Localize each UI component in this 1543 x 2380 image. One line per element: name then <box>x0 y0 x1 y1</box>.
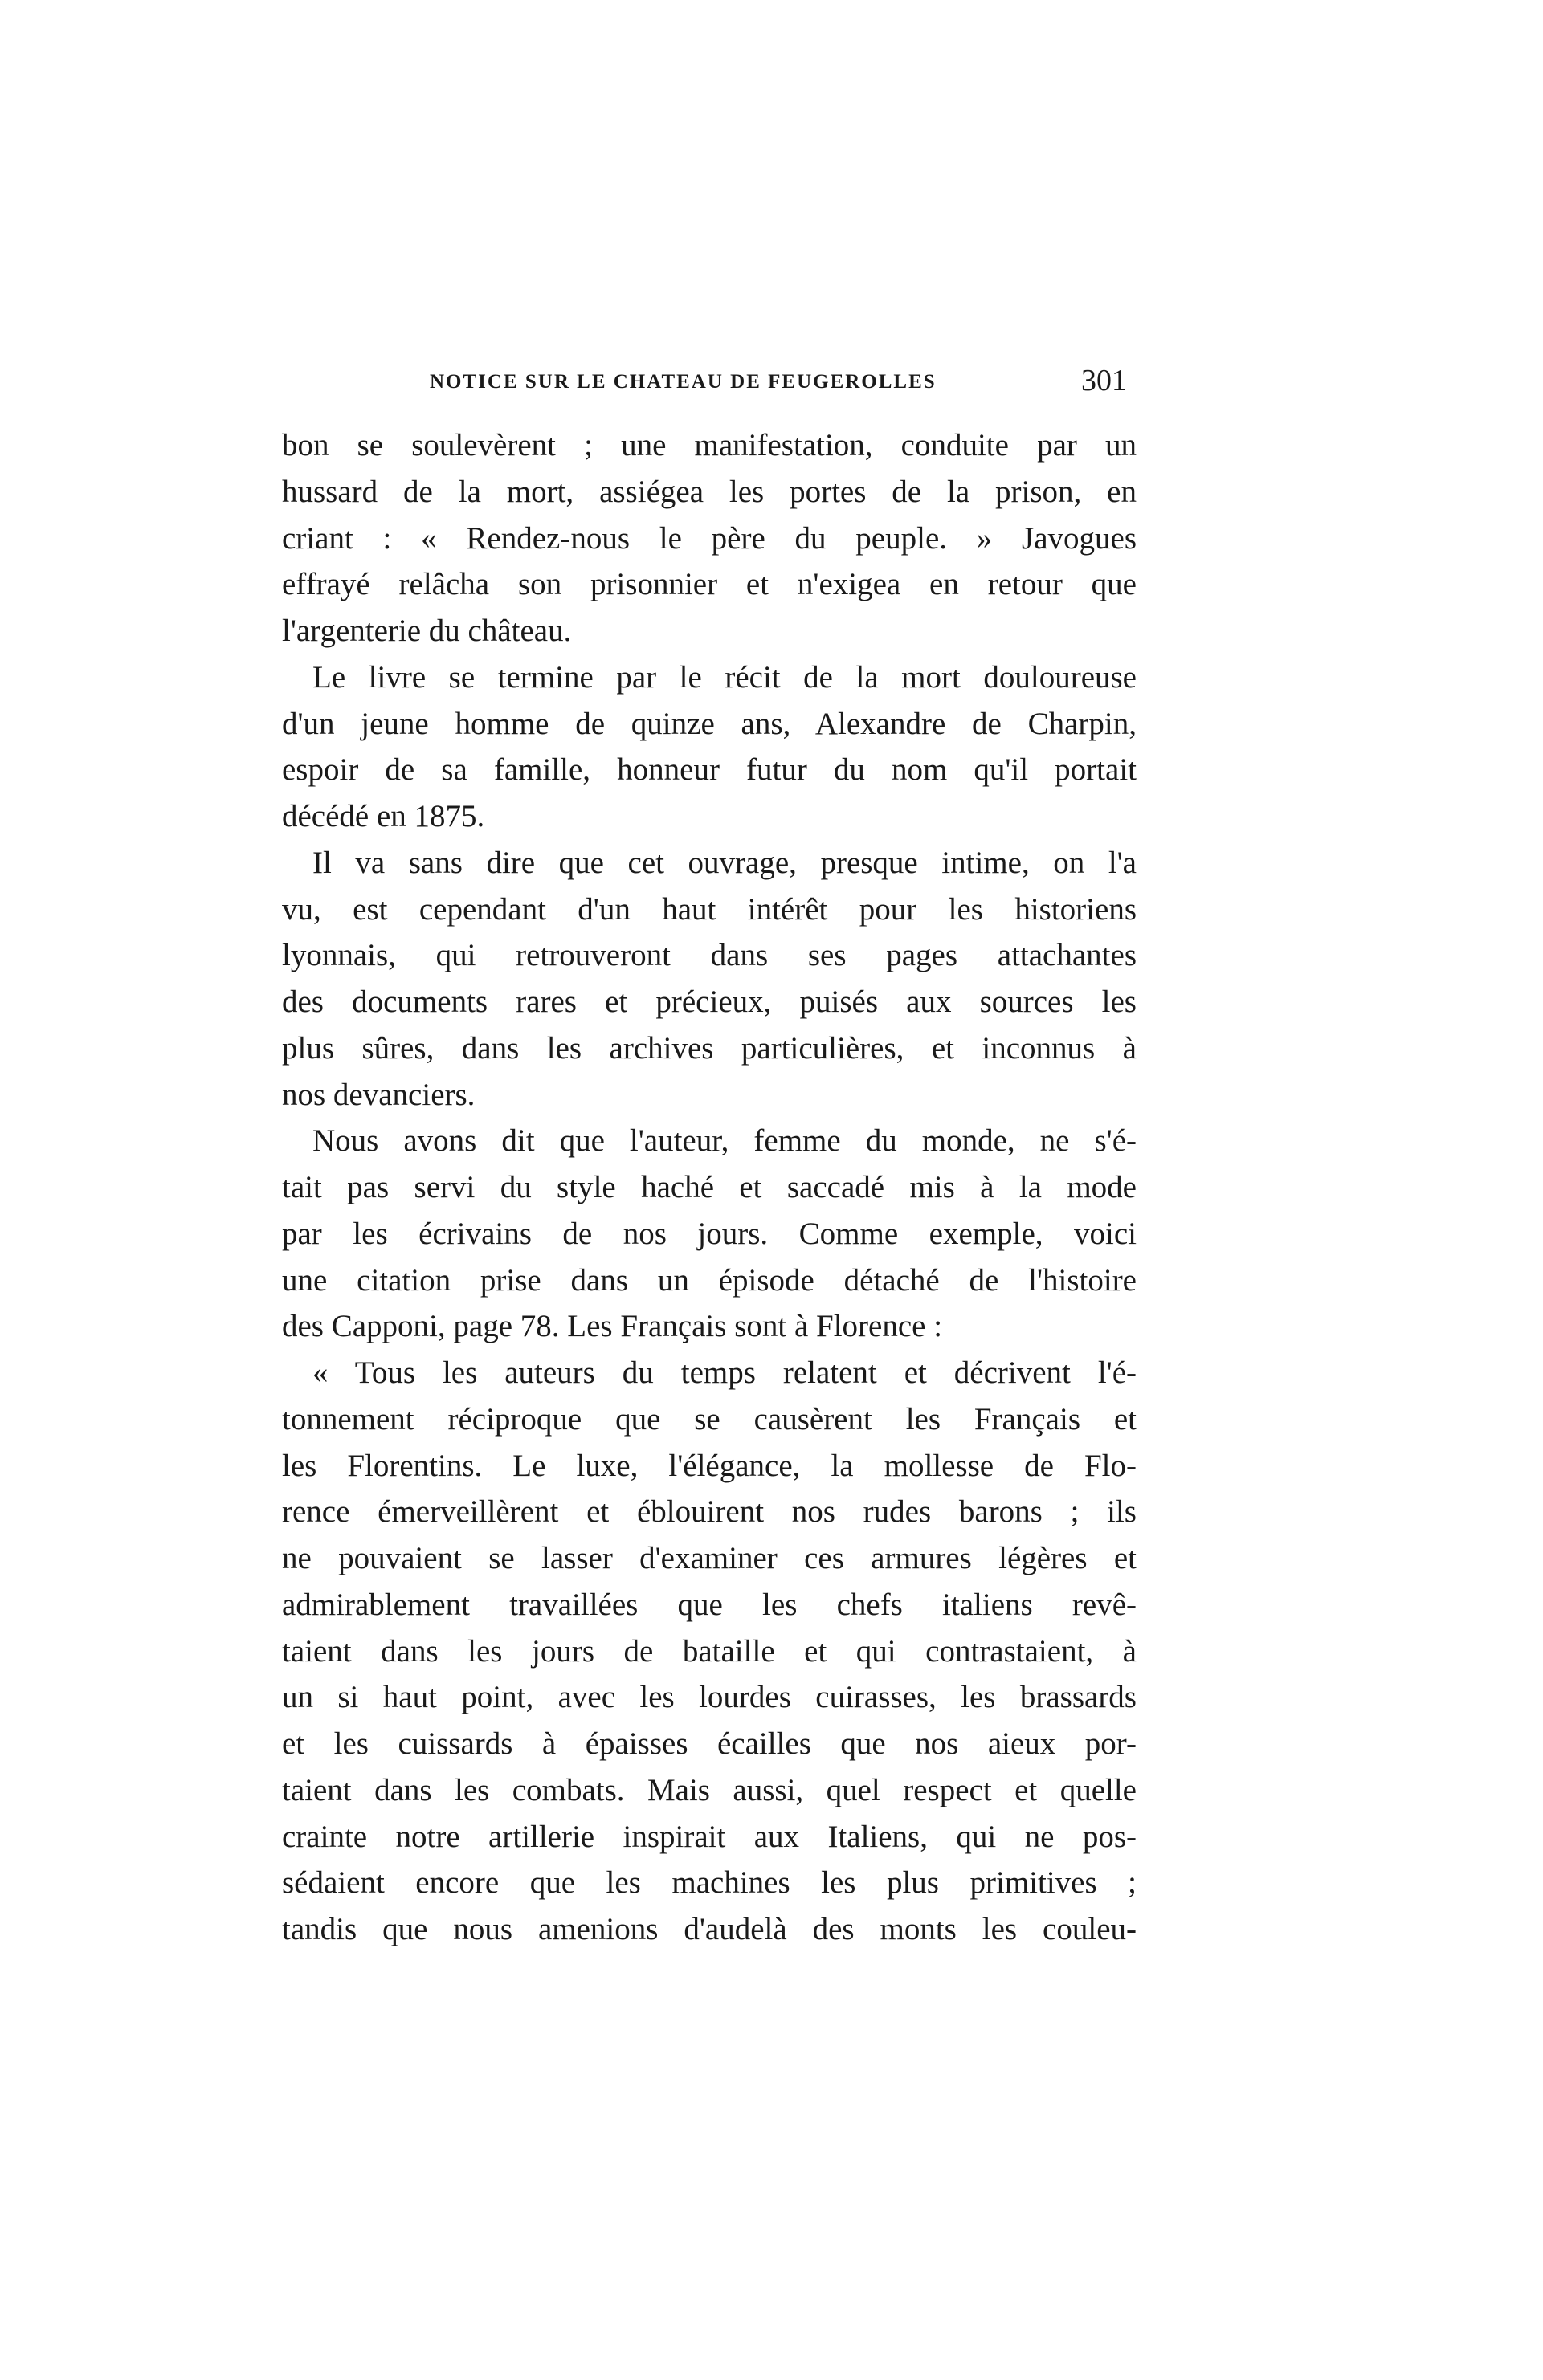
text-line: criant : « Rendez-nous le père du peuple. » Javogues <box>282 520 1137 556</box>
text-line: Le livre se termine par le récit de la mort douloureuse <box>312 659 1137 695</box>
text-line: les Florentins. Le luxe, l'élégance, la mollesse de Flo- <box>282 1448 1137 1483</box>
running-header: NOTICE SUR LE CHATEAU DE FEUGEROLLES <box>430 371 937 393</box>
text-line: tait pas servi du style haché et saccadé mis à la mode <box>282 1170 1137 1204</box>
page-number: 301 <box>1081 364 1127 397</box>
text-line: d'un jeune homme de quinze ans, Alexandre de Charpin, <box>282 706 1137 741</box>
text-line: l'argenterie du château. <box>282 613 572 648</box>
text-line: des documents rares et précieux, puisés aux sources les <box>282 984 1137 1019</box>
text-line: hussard de la mort, assiégea les portes de la prison, en <box>282 474 1137 509</box>
paragraph <box>282 1350 1137 1953</box>
text-line: décédé en 1875. <box>282 799 485 833</box>
paragraph <box>282 654 1137 840</box>
paragraph <box>282 422 1137 654</box>
text-line: taient dans les combats. Mais aussi, quel respect et quelle <box>282 1772 1137 1807</box>
text-line: par les écrivains de nos jours. Comme exemple, voici <box>282 1216 1137 1251</box>
text-line: Il va sans dire que cet ouvrage, presque intime, on l'a <box>312 845 1137 880</box>
text-line: taient dans les jours de bataille et qui contrastaient, à <box>282 1633 1137 1669</box>
text-line: « Tous les auteurs du temps relatent et décrivent l'é- <box>312 1355 1137 1390</box>
text-line: admirablement travaillées que les chefs italiens revê- <box>282 1587 1137 1622</box>
body-text <box>282 422 1137 1953</box>
text-line: une citation prise dans un épisode détaché de l'histoire <box>282 1262 1137 1298</box>
text-line: vu, est cependant d'un haut intérêt pour les historiens <box>282 891 1137 927</box>
text-line: sédaient encore que les machines les plus primitives ; <box>282 1865 1137 1901</box>
text-line: rence émerveillèrent et éblouirent nos rudes barons ; ils <box>282 1494 1137 1530</box>
text-line: plus sûres, dans les archives particulières, et inconnus à <box>282 1030 1137 1066</box>
text-line: crainte notre artillerie inspirait aux Italiens, qui ne pos- <box>282 1819 1137 1854</box>
paragraph <box>282 1118 1137 1350</box>
text-line: lyonnais, qui retrouveront dans ses pages attachantes <box>282 938 1137 973</box>
text-line: bon se soulevèrent ; une manifestation, conduite par un <box>282 428 1137 463</box>
text-line: Nous avons dit que l'auteur, femme du monde, ne s'é- <box>312 1123 1137 1159</box>
text-line: ne pouvaient se lasser d'examiner ces armures légères et <box>282 1541 1137 1575</box>
paragraph <box>282 840 1137 1119</box>
text-line: tandis que nous amenions d'audelà des monts les couleu- <box>282 1912 1137 1946</box>
text-line: nos devanciers. <box>282 1077 476 1112</box>
text-line: espoir de sa famille, honneur futur du nom qu'il portait <box>282 752 1137 788</box>
text-line: tonnement réciproque que se causèrent les Français et <box>282 1401 1137 1437</box>
text-line: des Capponi, page 78. Les Français sont à Florence : <box>282 1309 943 1344</box>
text-line: effrayé relâcha son prisonnier et n'exigea en retour que <box>282 567 1137 602</box>
text-line: et les cuissards à épaisses écailles que nos aieux por- <box>282 1726 1137 1761</box>
text-line: un si haut point, avec les lourdes cuirasses, les brassards <box>282 1680 1137 1715</box>
